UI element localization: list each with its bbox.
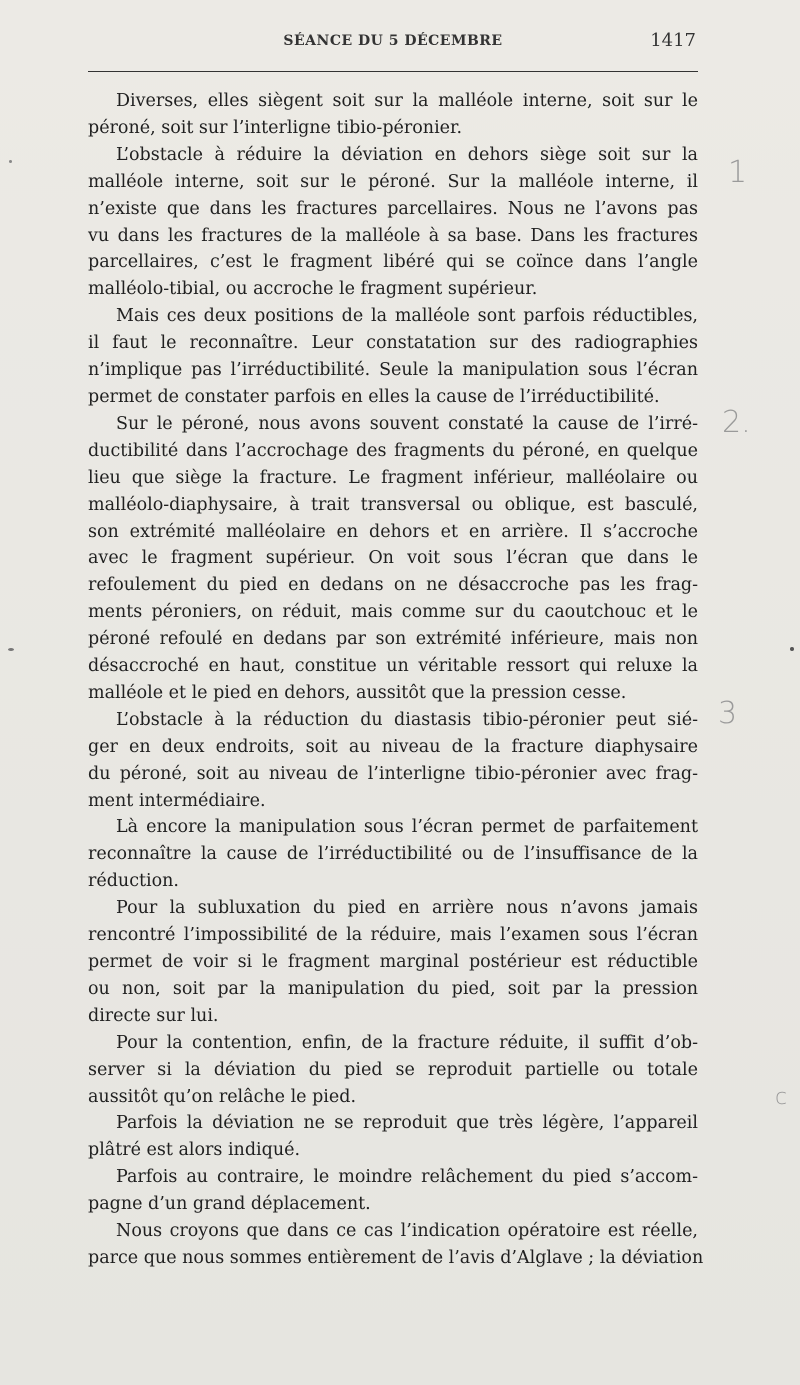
text-line: lieu que siège la fracture. Le fragment inférieur, malléolaire ou	[88, 467, 698, 488]
text-line: réduction.	[88, 871, 179, 892]
text-line: ments péroniers, on réduit, mais comme sur du caoutchouc et le	[88, 602, 698, 623]
text-line: il faut le reconnaître. Leur constatation sur des radiographies	[88, 333, 698, 354]
text-line: vu dans les fractures de la malléole à sa base. Dans les fractures	[88, 225, 698, 246]
text-line: Sur le péroné, nous avons souvent constaté la cause de l’irré-	[116, 413, 698, 434]
text-line: malléole et le pied en dehors, aussitôt que la pression cesse.	[88, 682, 627, 703]
text-line: Diverses, elles siègent soit sur la malléole interne, soit sur le	[116, 91, 698, 111]
body-text	[88, 88, 704, 1272]
text-line: pagne d’un grand déplacement.	[88, 1194, 371, 1215]
text-line: parcellaires, c’est le fragment libéré qui se coïnce dans l’angle	[88, 252, 698, 273]
text-line: Parfois la déviation ne se reproduit que très légère, l’appareil	[116, 1113, 698, 1134]
scan-speck	[790, 647, 794, 651]
scan-speck	[9, 160, 12, 163]
text-line: n’implique pas l’irréductibilité. Seule la manipulation sous l’écran	[88, 360, 698, 381]
text-line: Pour la subluxation du pied en arrière nous n’avons jamais	[116, 898, 698, 919]
text-line: refoulement du pied en dedans on ne désaccroche pas les frag-	[88, 575, 698, 596]
header-rule	[88, 71, 698, 72]
running-title: SÉANCE DU 5 DÉCEMBRE	[283, 33, 503, 49]
text-line: ou non, soit par la manipulation du pied, soit par la pression	[88, 978, 698, 999]
page-header	[88, 30, 698, 54]
text-line: péroné refoulé en dedans par son extrémité inférieure, mais non	[88, 629, 698, 650]
text-line: server si la déviation du pied se reproduit partielle ou totale	[88, 1059, 698, 1080]
margin-note: 3	[718, 696, 738, 731]
text-line: n’existe que dans les fractures parcellaires. Nous ne l’avons pas	[88, 198, 698, 219]
text-line: reconnaître la cause de l’irréductibilité ou de l’insuffisance de la	[88, 844, 698, 865]
text-line: avec le fragment supérieur. On voit sous l’écran que dans le	[88, 548, 698, 569]
text-line: malléole interne, soit sur le péroné. Sur la malléole interne, il	[88, 171, 698, 192]
text-line: L’obstacle à la réduction du diastasis tibio-péronier peut sié-	[116, 709, 698, 730]
text-line: malléolo-diaphysaire, à trait transversal ou oblique, est basculé,	[88, 494, 698, 515]
text-line: aussitôt qu’on relâche le pied.	[88, 1086, 357, 1107]
page-number: 1417	[650, 30, 696, 51]
text-line: directe sur lui.	[88, 1005, 219, 1026]
text-line: plâtré est alors indiqué.	[88, 1140, 301, 1161]
margin-note: c	[775, 1085, 788, 1110]
text-line: L’obstacle à réduire la déviation en dehors siège soit sur la	[116, 144, 698, 165]
margin-note: 1	[728, 155, 748, 190]
text-line: ductibilité dans l’accrochage des fragments du péroné, en quelque	[88, 440, 698, 461]
text-line: son extrémité malléolaire en dehors et en arrière. Il s’accroche	[88, 521, 698, 542]
text-line: péroné, soit sur l’interligne tibio-péronier.	[88, 117, 463, 138]
text-line: désaccroché en haut, constitue un véritable ressort qui reluxe la	[88, 656, 698, 677]
text-line: ment intermédiaire.	[88, 790, 266, 811]
text-line: Parfois au contraire, le moindre relâchement du pied s’accom-	[116, 1167, 698, 1188]
text-line: rencontré l’impossibilité de la réduire, mais l’examen sous l’écran	[88, 925, 698, 946]
text-line: Mais ces deux positions de la malléole sont parfois réductibles,	[116, 306, 698, 327]
text-line: du péroné, soit au niveau de l’interligne tibio-péronier avec frag-	[88, 763, 698, 784]
scan-speck	[8, 648, 14, 651]
text-line: Là encore la manipulation sous l’écran permet de parfaitement	[116, 817, 698, 838]
text-line: Nous croyons que dans ce cas l’indication opératoire est réelle,	[116, 1221, 698, 1242]
text-line: ger en deux endroits, soit au niveau de la fracture diaphysaire	[88, 736, 698, 757]
text-line: permet de voir si le fragment marginal postérieur est réductible	[88, 952, 698, 972]
text-line: malléolo-tibial, ou accroche le fragment supérieur.	[88, 279, 538, 300]
text-line: permet de constater parfois en elles la cause de l’irréductibilité.	[88, 386, 660, 407]
text-line: parce que nous sommes entièrement de l’avis d’Alglave ; la déviation	[88, 1247, 704, 1268]
text-line: Pour la contention, enfin, de la fracture réduite, il suffit d’ob-	[116, 1032, 698, 1053]
margin-note: 2.	[722, 405, 751, 440]
